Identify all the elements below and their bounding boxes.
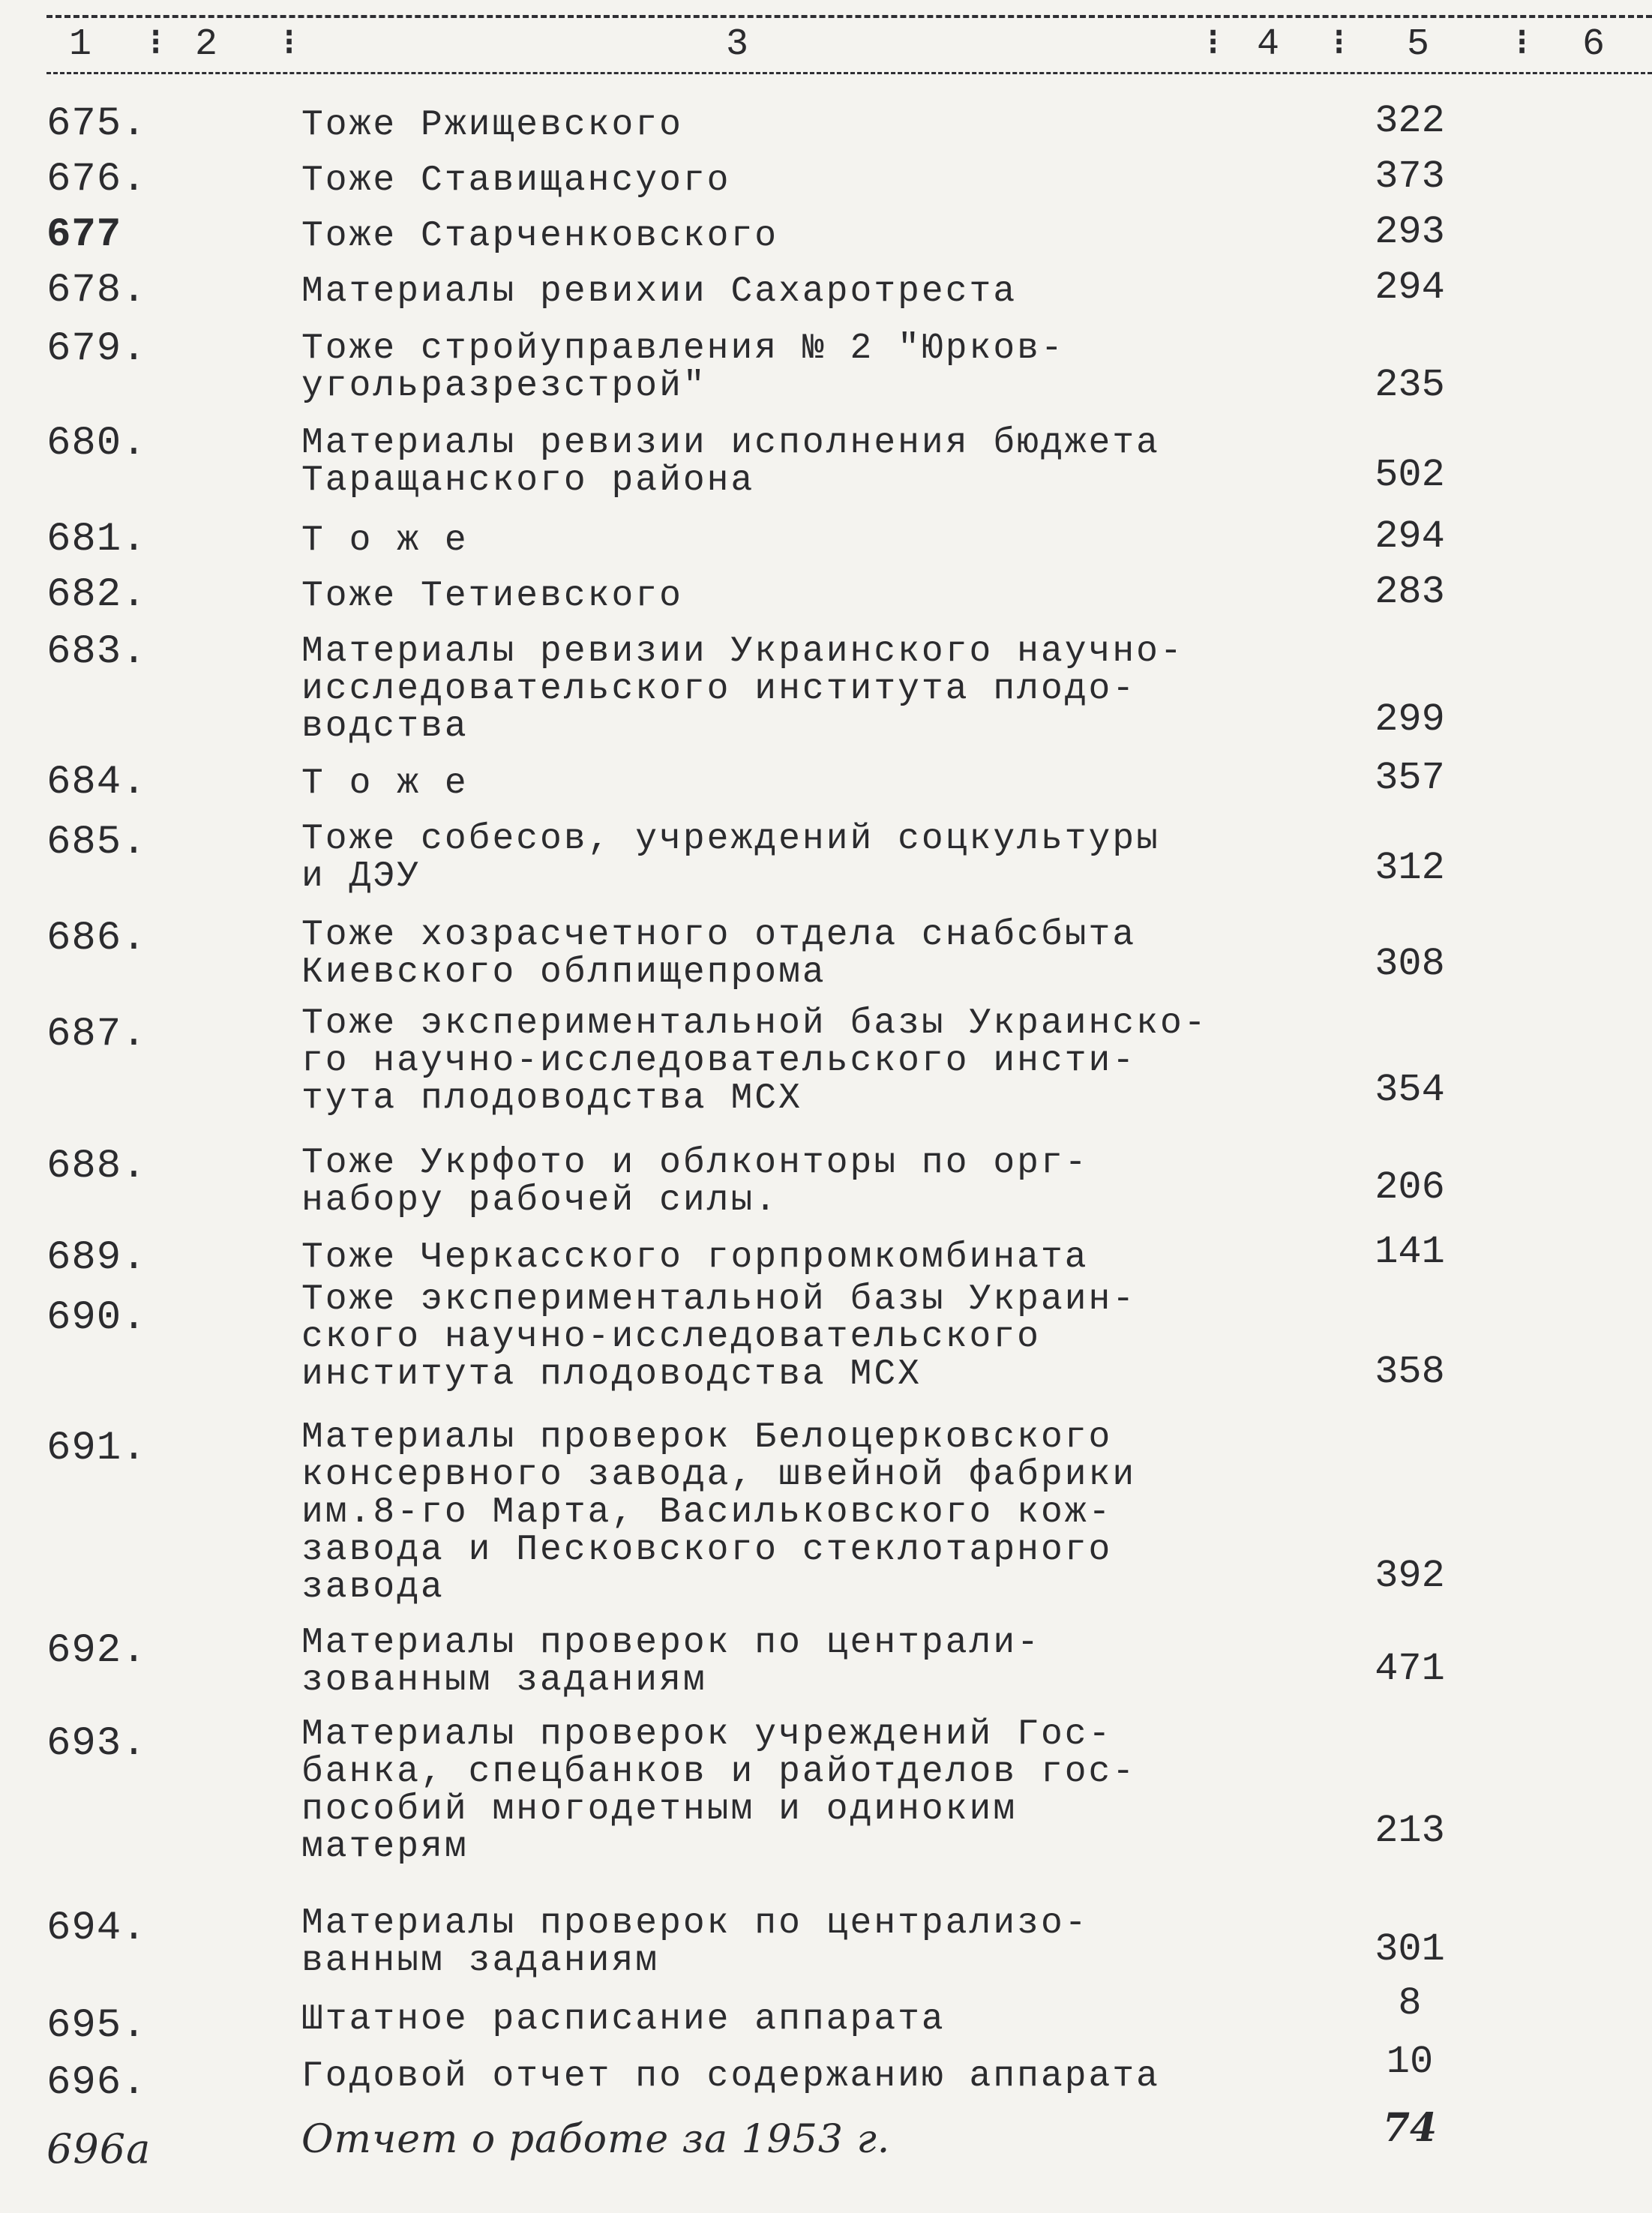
case-number: 691. [46, 1426, 147, 1471]
case-number: 678. [46, 268, 147, 313]
case-number: 690. [46, 1295, 147, 1341]
sheet-count: 471 [1375, 1647, 1445, 1691]
case-title: Материалы ревизии Украинского научно- исследовательского института плодо- водства [301, 631, 1184, 747]
sheet-count: 308 [1375, 942, 1445, 986]
sheet-count: 358 [1375, 1350, 1445, 1394]
column-header-2: 2 [195, 23, 218, 66]
sheet-count: 141 [1375, 1230, 1445, 1274]
case-title: Материалы проверок Белоцерковского консервного завода, швейной фабрики им.8-го Марта, Васильковского кож- завода и Песковского стеклотарного завода [301, 1417, 1137, 1608]
case-title: Тоже собесов, учреждений соцкультуры и ДЭУ [301, 819, 1160, 897]
case-title: Отчет о работе за 1953 г. [301, 2117, 891, 2162]
case-title: Тоже Черкасского горпромкомбината [301, 1237, 1089, 1278]
column-header-4: 4 [1257, 23, 1280, 66]
sheet-count: 235 [1375, 363, 1445, 407]
sheet-count: 392 [1375, 1554, 1445, 1598]
sheet-count: 502 [1375, 453, 1445, 497]
case-title: Материалы ревизии исполнения бюджета Таращанского района [301, 423, 1160, 501]
case-title: Тоже Тетиевского [301, 576, 683, 616]
case-number: 679. [46, 326, 147, 372]
column-header-3: 3 [726, 23, 749, 66]
column-header-1: 1 [69, 23, 92, 66]
sheet-count: 373 [1375, 154, 1445, 199]
case-title: Т о ж е [301, 763, 469, 804]
case-number: 689. [46, 1235, 147, 1281]
case-number: 675. [46, 101, 147, 147]
case-title: Тоже хозрасчетного отдела снабсбыта Киевского облпищепрома [301, 915, 1137, 993]
case-number: 680. [46, 421, 147, 466]
case-number: 681. [46, 517, 147, 562]
case-title: Материалы ревихии Сахаротреста [301, 271, 1018, 312]
case-title: Тоже Старченковского [301, 216, 779, 256]
case-number: 693. [46, 1721, 147, 1767]
case-number: 686. [46, 916, 147, 961]
sheet-count: 283 [1375, 570, 1445, 614]
case-title: Т о ж е [301, 520, 469, 561]
column-separator: ⁝ [1207, 25, 1216, 65]
sheet-count: 74 [1382, 2105, 1438, 2151]
case-number: 682. [46, 572, 147, 618]
column-header-5: 5 [1407, 23, 1430, 66]
case-number: 696а [46, 2125, 151, 2173]
case-number: 684. [46, 760, 147, 805]
sheet-count: 294 [1375, 514, 1445, 559]
sheet-count: 322 [1375, 99, 1445, 143]
case-number: 687. [46, 1012, 147, 1057]
case-title: Материалы проверок учреждений Гос- банка, спецбанков и райотделов гос- пособий многодетным и одиноким матерям [301, 1714, 1137, 1867]
case-number: 677 [46, 212, 122, 258]
case-number: 696. [46, 2060, 147, 2106]
case-number: 694. [46, 1906, 147, 1951]
sheet-count: 206 [1375, 1165, 1445, 1210]
column-header-6: 6 [1582, 23, 1606, 66]
sheet-count: 213 [1375, 1809, 1445, 1853]
column-separator: ⁝ [1333, 25, 1342, 65]
case-number: 676. [46, 157, 147, 202]
column-separator: ⁝ [1516, 25, 1525, 65]
sheet-count: 293 [1375, 210, 1445, 254]
case-number: 695. [46, 2003, 147, 2049]
sheet-count: 299 [1375, 697, 1445, 742]
case-number: 685. [46, 820, 147, 865]
case-title: Тоже Ставищансуого [301, 160, 731, 201]
header-bottom-rule [46, 72, 1652, 74]
sheet-count: 357 [1375, 756, 1445, 800]
column-separator: ⁝ [150, 25, 159, 65]
case-title: Материалы проверок по централизо- ванным заданиям [301, 1903, 1089, 1981]
case-title: Тоже Укрфото и облконторы по орг- набору рабочей силы. [301, 1143, 1089, 1221]
case-number: 683. [46, 629, 147, 675]
case-number: 692. [46, 1628, 147, 1674]
sheet-count: 10 [1386, 2040, 1434, 2084]
case-title: Тоже стройуправления № 2 "Юрков- угольразрезстрой" [301, 328, 1065, 406]
case-title: Штатное расписание аппарата [301, 1999, 946, 2040]
case-title: Годовой отчет по содержанию аппарата [301, 2056, 1160, 2097]
case-title: Материалы проверок по централи- зованным заданиям [301, 1623, 1041, 1701]
sheet-count: 354 [1375, 1068, 1445, 1112]
case-title: Тоже экспериментальной базы Украин- ского научно-исследовательского института плодоводства МСХ [301, 1279, 1137, 1395]
sheet-count: 312 [1375, 846, 1445, 890]
sheet-count: 294 [1375, 265, 1445, 310]
sheet-count: 301 [1375, 1927, 1445, 1972]
case-number: 688. [46, 1144, 147, 1189]
header-top-rule [46, 15, 1652, 18]
column-separator: ⁝ [283, 25, 292, 65]
sheet-count: 8 [1398, 1981, 1422, 2026]
case-title: Тоже Ржищевского [301, 105, 683, 145]
case-title: Тоже экспериментальной базы Украинско- го научно-исследовательского инсти- тута плодоводства МСХ [301, 1003, 1208, 1119]
